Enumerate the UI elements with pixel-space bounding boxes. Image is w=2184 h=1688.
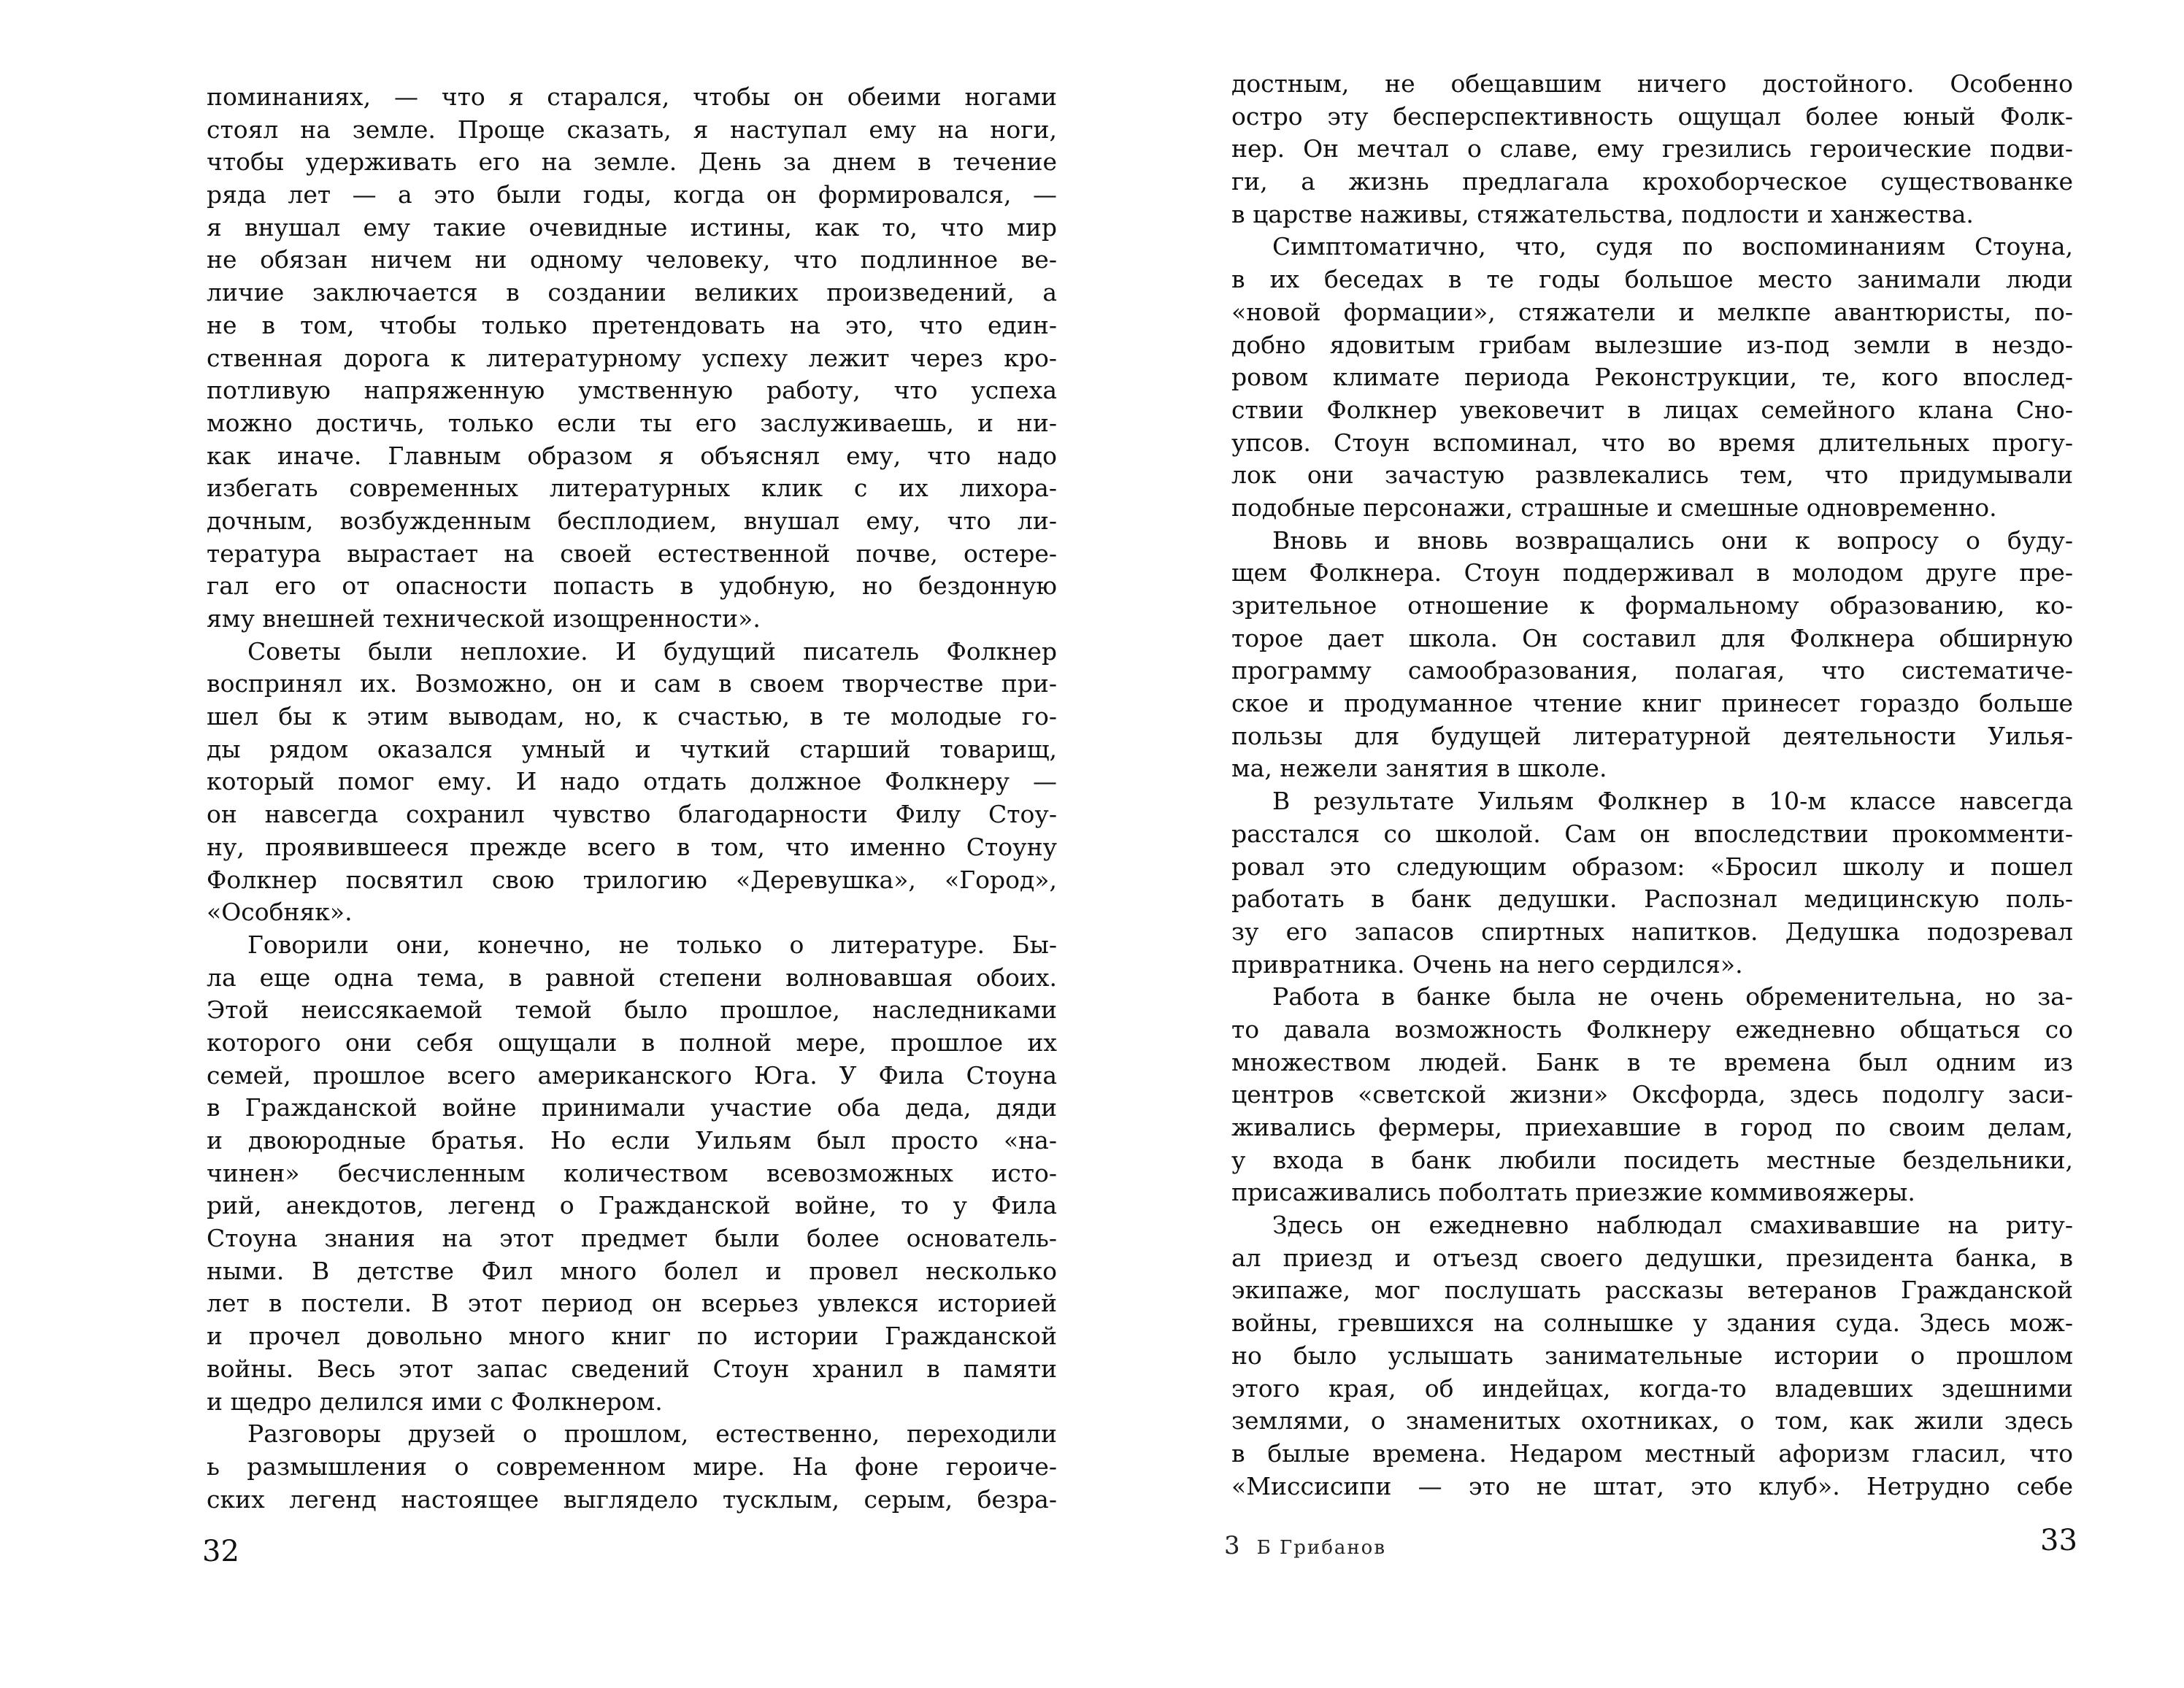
text-line: как иначе. Главным образом я объяснял ему, что надо bbox=[207, 441, 1057, 470]
text-line: центров «светской жизни» Оксфорда, здесь подолгу заси- bbox=[1231, 1080, 2073, 1109]
text-line: ла еще одна тема, в равной степени волновавшая обоих. bbox=[207, 963, 1057, 992]
text-line: упсов. Стоун вспоминал, что во время длительных прогу- bbox=[1231, 428, 2073, 457]
text-line: расстался со школой. Сам он впоследствии прокомменти- bbox=[1231, 819, 2073, 848]
text-line: чтобы удерживать его на земле. День за днем в течение bbox=[207, 147, 1057, 177]
text-line: «новой формации», стяжатели и мелкпе авантюристы, по- bbox=[1231, 297, 2073, 326]
printer-signature-mark bbox=[1224, 1531, 1386, 1560]
text-line: Работа в банке была не очень обременительна, но за- bbox=[1272, 982, 2073, 1011]
text-line: экипаже, мог послушать рассказы ветеранов Гражданской bbox=[1231, 1276, 2073, 1305]
text-line: шел бы к этим выводам, но, к счастью, в те молодые го- bbox=[207, 702, 1057, 731]
text-line: добно ядовитым грибам вылезшие из-под земли в нездо- bbox=[1231, 330, 2073, 359]
text-line: ских легенд настоящее выглядело тусклым, серым, безра- bbox=[207, 1484, 1057, 1514]
text-line: яму внешней технической изощренности». bbox=[207, 604, 761, 633]
text-line: не в том, чтобы только претендовать на это, что един- bbox=[207, 310, 1057, 339]
text-line: не обязан ничем ни одному человеку, что подлинное ве- bbox=[207, 245, 1057, 274]
text-line: ги, а жизнь предлагала крохоборческое существованке bbox=[1231, 167, 2073, 196]
text-line: которого они себя ощущали в полной мере, прошлое их bbox=[207, 1028, 1057, 1057]
text-line: множеством людей. Банк в те времена был одним из bbox=[1231, 1047, 2073, 1076]
text-line: который помог ему. И надо отдать должное Фолкнеру — bbox=[207, 767, 1057, 796]
text-line: работать в банк дедушки. Распознал медицинскую поль- bbox=[1231, 885, 2073, 914]
text-line: ь размышления о современном мире. На фоне героиче- bbox=[207, 1452, 1057, 1481]
text-line: тература вырастает на своей естественной почве, остере- bbox=[207, 539, 1057, 568]
text-line: зу его запасов спиртных напитков. Дедушка подозревал bbox=[1231, 917, 2073, 946]
text-line: стоял на земле. Проще сказать, я наступал ему на ноги, bbox=[207, 115, 1057, 144]
left-page-text-column bbox=[207, 81, 1057, 1516]
text-line: потливую напряженную умственную работу, что успеха bbox=[207, 376, 1057, 405]
text-line: Говорили они, конечно, не только о литературе. Бы- bbox=[247, 930, 1057, 959]
text-line: присаживались поболтать приезжие коммивояжеры. bbox=[1231, 1178, 1915, 1207]
text-line: «Миссисипи — это не штат, это клуб». Нетрудно себе bbox=[1231, 1471, 2073, 1500]
text-line: и двоюродные братья. Но если Уильям был просто «на- bbox=[207, 1126, 1057, 1155]
text-line: этого края, об индейцах, когда-то владевших здешними bbox=[1231, 1373, 2073, 1403]
text-line: живались фермеры, приехавшие в город по своим делам, bbox=[1231, 1113, 2073, 1141]
right-page-number: 33 bbox=[2040, 1524, 2077, 1557]
text-line: поминаниях, — что я старался, чтобы он обеими ногами bbox=[207, 82, 1057, 111]
text-line: пользы для будущей литературной деятельности Уилья- bbox=[1231, 721, 2073, 750]
text-line: гал его от опасности попасть в удобную, но бездонную bbox=[207, 571, 1057, 601]
text-line: привратника. Очень на него сердился». bbox=[1231, 949, 1743, 979]
text-line: ды рядом оказался умный и чуткий старший товарищ, bbox=[207, 734, 1057, 763]
text-line: можно достичь, только если ты его заслуживаешь, и ни- bbox=[207, 408, 1057, 437]
text-line: он навсегда сохранил чувство благодарности Филу Стоу- bbox=[207, 800, 1057, 829]
text-line: чинен» бесчисленным количеством всевозможных исто- bbox=[207, 1158, 1057, 1187]
text-line: «Особняк». bbox=[207, 898, 353, 927]
text-line: воспринял их. Возможно, он и сам в своем творчестве при- bbox=[207, 669, 1057, 698]
text-line: дочным, возбужденным бесплодием, внушал ему, что ли- bbox=[207, 506, 1057, 535]
text-line: Фолкнер посвятил свою трилогию «Деревушка», «Город», bbox=[207, 865, 1057, 894]
text-line: ственная дорога к литературному успеху лежит через кро- bbox=[207, 343, 1057, 372]
text-line: ну, проявившееся прежде всего в том, что именно Стоуну bbox=[207, 832, 1057, 861]
text-line: Советы были неплохие. И будущий писатель Фолкнер bbox=[247, 636, 1057, 666]
text-line: но было услышать занимательные истории о прошлом bbox=[1231, 1341, 2073, 1370]
text-line: достным, не обещавшим ничего достойного. Особенно bbox=[1231, 69, 2073, 98]
left-page-number: 32 bbox=[202, 1535, 239, 1568]
text-line: ал приезд и отъезд своего дедушки, президента банка, в bbox=[1231, 1243, 2073, 1272]
right-page-text-column bbox=[1231, 68, 2073, 1503]
text-line: землями, о знаменитых охотниках, о том, как жили здесь bbox=[1231, 1406, 2073, 1435]
text-line: остро эту бесперспективность ощущал более юный Фолк- bbox=[1231, 101, 2073, 131]
text-line: в их беседах в те годы большое место занимали люди bbox=[1231, 265, 2073, 294]
text-line: и прочел довольно много книг по истории Гражданской bbox=[207, 1322, 1057, 1351]
text-line: программу самообразования, полагая, что систематиче- bbox=[1231, 656, 2073, 685]
text-line: ровал это следующим образом: «Бросил школу и пошел bbox=[1231, 852, 2073, 881]
text-line: Вновь и вновь возвращались они к вопросу о буду- bbox=[1272, 525, 2073, 555]
text-line: Здесь он ежедневно наблюдал смахивавшие на риту- bbox=[1272, 1211, 2073, 1240]
text-line: в царстве наживы, стяжательства, подлости и ханжества. bbox=[1231, 199, 1974, 228]
text-line: войны, гревшихся на солнышке у здания суда. Здесь мож- bbox=[1231, 1309, 2073, 1338]
text-line: щем Фолкнера. Стоун поддерживал в молодом друге пре- bbox=[1231, 558, 2073, 587]
text-line: ское и продуманное чтение книг принесет гораздо больше bbox=[1231, 689, 2073, 718]
text-line: ма, нежели занятия в школе. bbox=[1231, 754, 1607, 783]
text-line: торое дает школа. Он составил для Фолкнера обширную bbox=[1231, 623, 2073, 652]
text-line: ровом климате периода Реконструкции, те, кого впослед- bbox=[1231, 363, 2073, 392]
text-line: войны. Весь этот запас сведений Стоун хранил в памяти bbox=[207, 1354, 1057, 1383]
text-line: рий, анекдотов, легенд о Гражданской войне, то у Фила bbox=[207, 1191, 1057, 1220]
text-line: у входа в банк любили посидеть местные бездельники, bbox=[1231, 1145, 2073, 1174]
text-line: и щедро делился ими с Фолкнером. bbox=[207, 1387, 663, 1416]
text-line: семей, прошлое всего американского Юга. У Фила Стоуна bbox=[207, 1060, 1057, 1090]
text-line: личие заключается в создании великих произведений, а bbox=[207, 278, 1057, 307]
text-line: в былые времена. Недаром местный афоризм гласил, что bbox=[1231, 1438, 2073, 1468]
text-line: то давала возможность Фолкнеру ежедневно общаться со bbox=[1231, 1014, 2073, 1044]
text-line: Стоуна знания на этот предмет были более основатель- bbox=[207, 1224, 1057, 1253]
text-line: Разговоры друзей о прошлом, естественно, переходили bbox=[247, 1419, 1057, 1449]
text-line: зрительное отношение к формальному образованию, ко- bbox=[1231, 591, 2073, 620]
text-line: в Гражданской войне принимали участие оба деда, дяди bbox=[207, 1093, 1057, 1122]
signature-author: Б Грибанов bbox=[1256, 1537, 1386, 1559]
text-line: избегать современных литературных клик с их лихора- bbox=[207, 474, 1057, 503]
text-line: В результате Уильям Фолкнер в 10-м классе навсегда bbox=[1272, 787, 2073, 816]
text-line: Симптоматично, что, судя по воспоминаниям Стоуна, bbox=[1272, 232, 2073, 261]
text-line: лет в постели. В этот период он всерьез увлекся историей bbox=[207, 1289, 1057, 1318]
text-line: я внушал ему такие очевидные истины, как то, что мир bbox=[207, 212, 1057, 242]
text-line: ряда лет — а это были годы, когда он формировался, — bbox=[207, 180, 1057, 209]
text-line: ными. В детстве Фил много болел и провел несколько bbox=[207, 1256, 1057, 1285]
text-line: ствии Фолкнер увековечит в лицах семейного клана Сно- bbox=[1231, 395, 2073, 424]
text-line: лок они зачастую развлекались тем, что придумывали bbox=[1231, 460, 2073, 490]
text-line: Этой неиссякаемой темой было прошлое, наследниками bbox=[207, 995, 1057, 1025]
text-line: нер. Он мечтал о славе, ему грезились героические подви- bbox=[1231, 134, 2073, 163]
text-line: подобные персонажи, страшные и смешные одновременно. bbox=[1231, 493, 1997, 522]
signature-sheet-number: 3 bbox=[1224, 1531, 1241, 1560]
